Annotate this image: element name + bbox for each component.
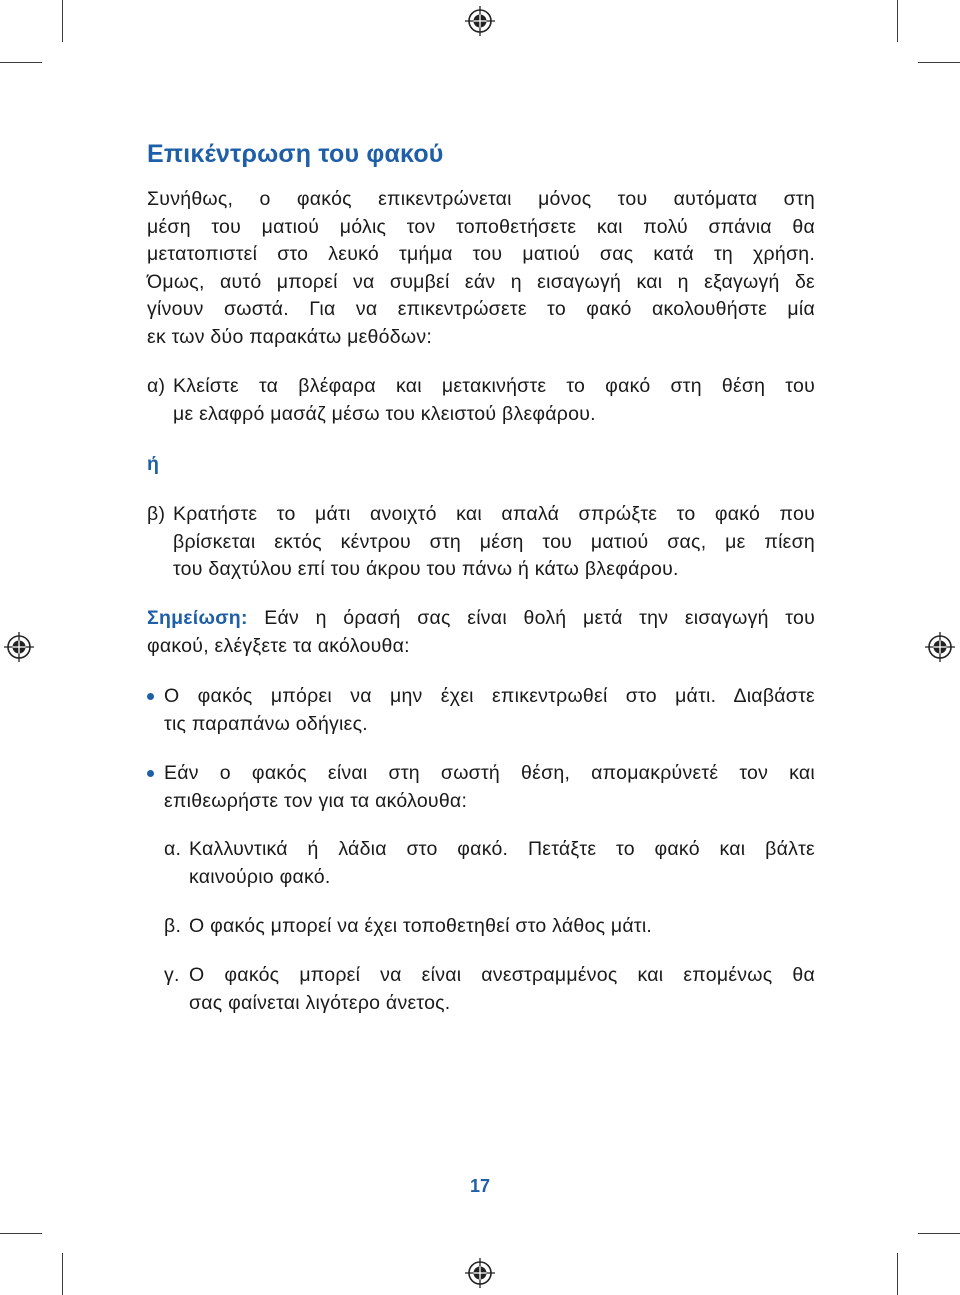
registration-mark-icon xyxy=(465,1258,495,1288)
sub-item-marker: β. xyxy=(164,915,182,937)
intro-line: γίνουν σωστά. Για να επικεντρώσετε το φακό ακολουθήστε μία xyxy=(147,298,815,321)
bullet-line: Ο φακός μπόρει να μην έχει επικεντρωθεί στο μάτι. Διαβάστε xyxy=(164,685,815,707)
sub-item-marker: α. xyxy=(164,838,182,860)
note-paragraph xyxy=(147,605,815,660)
method-a-marker: α) xyxy=(147,375,166,397)
crop-mark-bottom-left xyxy=(62,1253,63,1295)
bullet-line: Εάν ο φακός είναι στη σωστή θέση, απομακρύνετέ τον και xyxy=(164,762,815,784)
sub-item xyxy=(164,836,815,891)
crop-mark-bottom-right-h xyxy=(918,1233,960,1234)
note-line: φακού, ελέγξετε τα ακόλουθα: xyxy=(147,634,410,657)
registration-mark-icon xyxy=(465,6,495,36)
intro-line: Συνήθως, ο φακός επικεντρώνεται μόνος του αυτόματα στη xyxy=(147,188,815,210)
registration-mark-icon xyxy=(4,632,34,662)
bullet-icon xyxy=(147,770,154,777)
intro-line: μέση του ματιού μόλις τον τοποθετήσετε και πολύ σπάνια θα xyxy=(147,215,815,238)
sub-item-line: σας φαίνεται λιγότερο άνετος. xyxy=(189,991,451,1014)
sub-item-line: Ο φακός μπορεί να είναι ανεστραμμένος και επομένως θα xyxy=(189,964,815,986)
method-b-line: του δαχτύλου επί του άκρου του πάνω ή κάτω βλεφάρου. xyxy=(173,558,679,581)
method-b xyxy=(147,501,815,584)
or-separator: ή xyxy=(147,453,159,475)
crop-mark-top-right xyxy=(897,0,898,42)
method-b-line: Κρατήστε το μάτι ανοιχτό και απαλά σπρώξτε το φακό που xyxy=(173,503,815,525)
method-a xyxy=(147,373,815,428)
section-title: Επικέντρωση του φακού xyxy=(147,140,444,168)
method-a-line: με ελαφρό μασάζ μέσω του κλειστού βλεφάρου. xyxy=(173,402,596,425)
page-number: 17 xyxy=(469,1176,491,1196)
intro-paragraph xyxy=(147,186,815,352)
bullet-line: επιθεωρήστε τον για τα ακόλουθα: xyxy=(164,789,468,812)
intro-line: Όμως, αυτό μπορεί να συμβεί εάν η εισαγωγή και η εξαγωγή δε xyxy=(147,270,815,293)
sub-item-line: καινούριο φακό. xyxy=(189,865,331,888)
sub-item-line: Καλλυντικά ή λάδια στο φακό. Πετάξτε το φακό και βάλτε xyxy=(189,838,815,860)
note-line xyxy=(147,605,815,633)
method-b-marker: β) xyxy=(147,503,166,525)
crop-mark-bottom-left-h xyxy=(0,1233,42,1234)
bullet-line: τις παραπάνω οδήγιες. xyxy=(164,712,368,735)
bullet-icon xyxy=(147,693,154,700)
note-text: Εάν η όρασή σας είναι θολή μετά την εισαγωγή του xyxy=(247,607,815,629)
intro-line: εκ των δύο παρακάτω μεθόδων: xyxy=(147,325,432,348)
sub-item xyxy=(164,962,815,1017)
note-label: Σημείωση: xyxy=(147,607,248,629)
crop-mark-bottom-right xyxy=(897,1253,898,1295)
bullet-item xyxy=(147,683,815,738)
crop-mark-top-right-h xyxy=(918,62,960,63)
bullet-item xyxy=(147,760,815,815)
method-a-line: Κλείστε τα βλέφαρα και μετακινήστε το φακό στη θέση του xyxy=(173,375,815,397)
crop-mark-top-left xyxy=(62,0,63,42)
sub-item-line: Ο φακός μπορεί να έχει τοποθετηθεί στο λάθος μάτι. xyxy=(189,915,653,937)
registration-mark-icon xyxy=(925,632,955,662)
method-b-line: βρίσκεται εκτός κέντρου στη μέση του ματιού σας, με πίεση xyxy=(173,530,815,553)
sub-item-marker: γ. xyxy=(164,964,180,986)
intro-line: μετατοπιστεί στο λευκό τμήμα του ματιού σας κατά τη χρήση. xyxy=(147,243,815,266)
sub-item xyxy=(164,913,815,941)
crop-mark-top-left-h xyxy=(0,62,42,63)
